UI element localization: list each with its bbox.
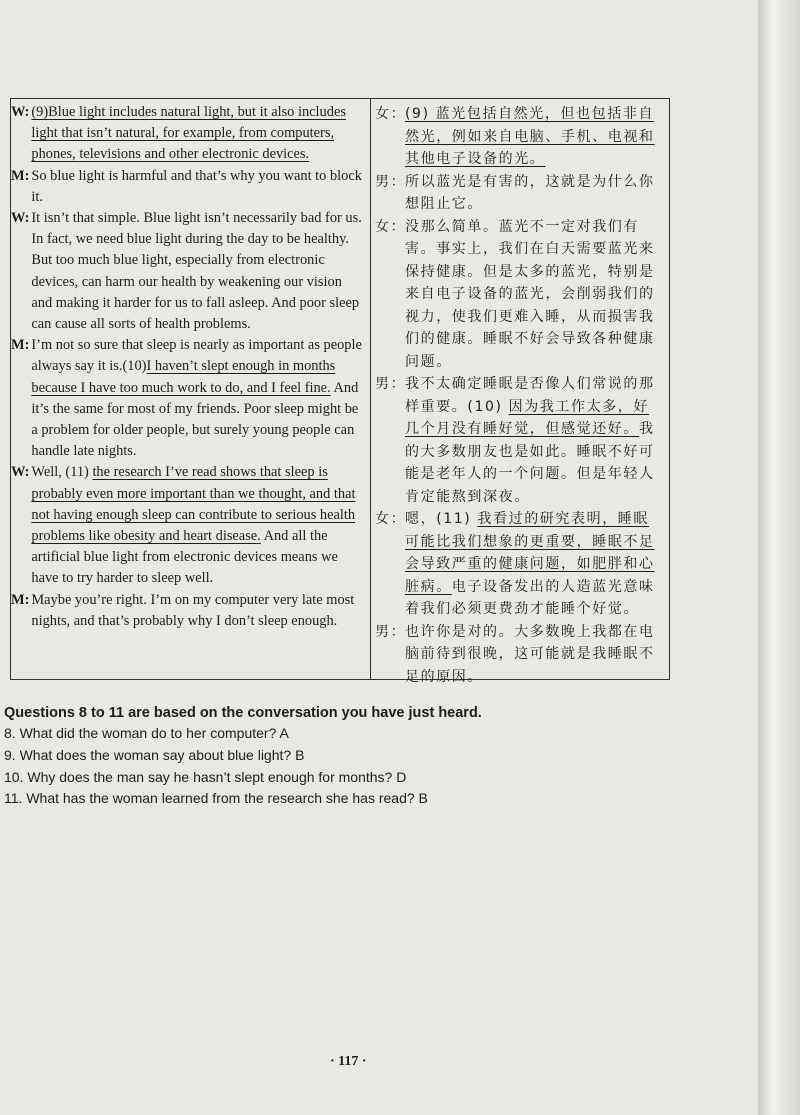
chinese-dialogue-turn (375, 373, 661, 508)
page-number: · 117 · (330, 1054, 367, 1069)
dialogue-text (405, 621, 661, 689)
text-segment: And it’s the same for most of my friends. Poor sleep might be a problem for older people, but surely young people can handle late nights. (31, 379, 359, 460)
speaker-label: M: (11, 167, 30, 184)
transcript-table (10, 98, 670, 685)
chinese-dialogue-turn (375, 171, 661, 216)
underlined-answer-text: the research I’ve read shows that sleep is probably even more important than we thought, and that not having enough sleep can contribute to serious health problems like obesity and heart disease. (31, 464, 356, 545)
questions-header: Questions 8 to 11 are based on the conversation you have just heard. (4, 705, 482, 721)
chinese-dialogue-turn (375, 508, 661, 621)
book-edge (758, 0, 800, 1115)
speaker-label: W: (11, 210, 30, 227)
english-transcript-column (11, 99, 371, 679)
speaker-label: W: (11, 464, 30, 481)
english-dialogue-turn (11, 590, 364, 632)
chinese-dialogue-turn (375, 216, 661, 374)
question-item: 9. What does the woman say about blue light? B (4, 746, 305, 763)
dialogue-text (405, 216, 661, 374)
dialogue-text (405, 373, 661, 508)
speaker-label: 女： (375, 218, 407, 235)
dialogue-text (405, 171, 661, 216)
text-segment: 也许你是对的。大多数晚上我都在电脑前待到很晚，这可能就是我睡眠不足的原因。 (405, 623, 655, 685)
underlined-answer-text: 因为我工作太多，好几个月没有睡好觉，但感觉还好。 (405, 398, 649, 437)
dialogue-text (405, 103, 661, 171)
text-segment: 我的大多数朋友也是如此。睡眠不好可能是老年人的一个问题。但是年轻人肯定能熬到深夜。 (405, 421, 655, 505)
dialogue-text (31, 208, 364, 335)
dialogue-text (31, 166, 364, 208)
chinese-dialogue-turn (375, 103, 661, 171)
speaker-label: M: (11, 591, 30, 608)
dialogue-text (31, 335, 364, 462)
question-item: 11. What has the woman learned from the research she has read? B (4, 790, 428, 807)
chinese-translation-column (371, 99, 669, 685)
dialogue-text (405, 508, 661, 621)
questions-section (4, 703, 664, 810)
question-item: 10. Why does the man say he hasn’t slept enough for months? D (4, 768, 407, 785)
dialogue-text (31, 462, 364, 589)
text-segment: 所以蓝光是有害的，这就是为什么你想阻止它。 (405, 173, 655, 212)
speaker-label: W: (11, 104, 30, 120)
speaker-label: 女： (375, 511, 407, 527)
english-dialogue-turn (11, 462, 364, 589)
english-dialogue-turn (11, 102, 364, 166)
text-segment: Well, (11) (31, 464, 93, 481)
text-segment: I’m not so sure that sleep is nearly as important as people always say it is.(10) (31, 337, 362, 375)
speaker-label: M: (11, 337, 30, 354)
speaker-label: 女： (375, 106, 407, 122)
dialogue-text (31, 590, 364, 632)
text-segment: 嗯，(11) (405, 511, 478, 527)
underlined-answer-text: (9)Blue light includes natural light, but it also includes light that isn’t natural, for example, from computers, phones, televisions and other electronic devices. (31, 104, 346, 163)
text-segment: And all the artificial blue light from electronic devices means we have to try harder to sleep well. (31, 528, 338, 587)
english-dialogue-turn (11, 335, 364, 462)
english-dialogue-turn (11, 166, 364, 208)
english-dialogue-turn (11, 208, 364, 335)
text-segment: 我不太确定睡眠是否像人们常说的那样重要。(10) (405, 376, 655, 415)
dialogue-text (31, 102, 364, 166)
question-item: 8. What did the woman do to her computer? A (4, 725, 289, 741)
text-segment: 电子设备发出的人造蓝光意味着我们必须更费劲才能睡个好觉。 (405, 578, 655, 617)
text-segment: Maybe you’re right. I’m on my computer very late most nights, and that’s probably why I don’t sleep enough. (31, 591, 355, 629)
chinese-dialogue-turn (375, 621, 661, 689)
text-segment: So blue light is harmful and that’s why you want to block it. (31, 167, 362, 205)
underlined-answer-text: (9) 蓝光包括自然光，但也包括非自然光，例如来自电脑、手机、电视和其他电子设备的光。 (405, 106, 655, 167)
speaker-label: 男： (375, 623, 407, 640)
underlined-answer-text: 我看过的研究表明，睡眠可能比我们想象的更重要，睡眠不足会导致严重的健康问题，如肥胖和心脏病。 (405, 511, 655, 595)
text-segment: 没那么简单。蓝光不一定对我们有害。事实上，我们在白天需要蓝光来保持健康。但是太多的蓝光，特别是来自电子设备的蓝光，会削弱我们的视力，使我们更难入睡，从而损害我们的健康。睡眠不好会导致各种健康问题。 (405, 218, 655, 370)
speaker-label: 男： (375, 173, 407, 190)
underlined-answer-text: I haven’t slept enough in months because I have too much work to do, and I feel fine. (31, 358, 336, 396)
speaker-label: 男： (375, 376, 407, 392)
text-segment: It isn’t that simple. Blue light isn’t necessarily bad for us. In fact, we need blue light during the day to be healthy. But too much blue light, especially from electronic devices, can harm our health by weakening our vision and making it harder for us to fall asleep. And poor sleep can cause all sorts of health problems. (31, 210, 362, 333)
